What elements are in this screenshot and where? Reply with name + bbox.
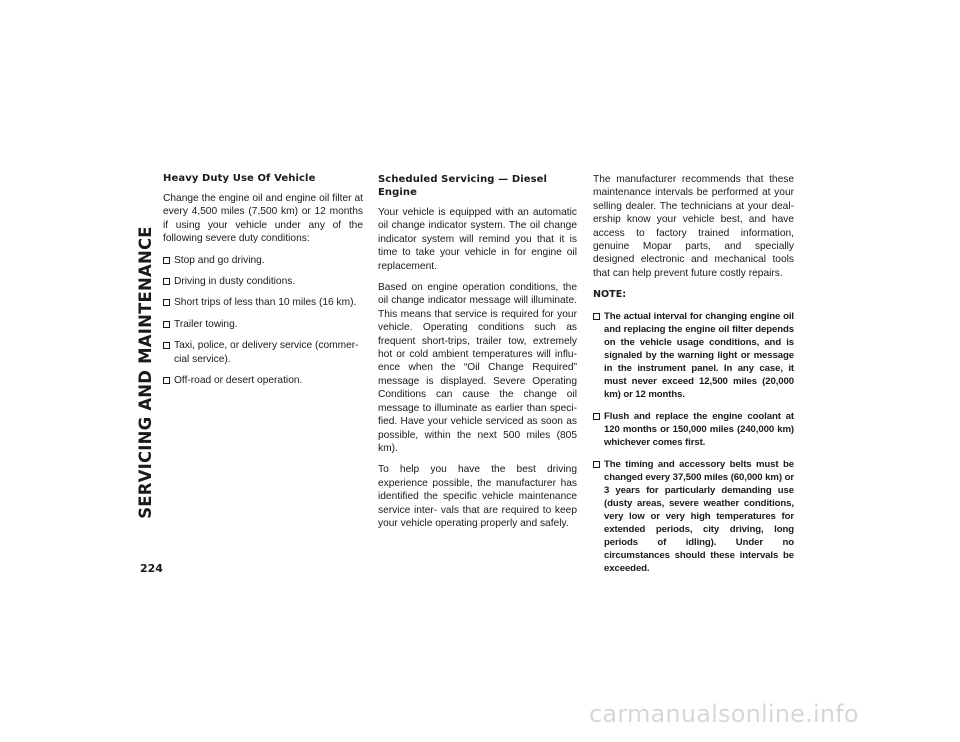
note-list: [593, 310, 794, 575]
checkbox-bullet-icon: [163, 257, 170, 264]
note-item: [593, 310, 794, 401]
checkbox-bullet-icon: [593, 313, 600, 320]
severe-conditions-list: [163, 254, 363, 388]
recommendation-paragraph: The manufacturer recommends that these maintenance intervals be performed at your selling dealer. The technicians at your deal- ership know your vehicle best, and have access to factory trained information, genuine Mopar parts, and specially designed electronic and mechanical tools that can help prevent future costly repairs.: [593, 174, 794, 279]
heavy-duty-intro: Change the engine oil and engine oil filter at every 4,500 miles (7,500 km) or 12 months if using your vehicle under any of the following severe duty conditions:: [163, 193, 363, 245]
column-diesel-servicing: [378, 173, 577, 538]
checkbox-bullet-icon: [163, 299, 170, 306]
checkbox-bullet-icon: [593, 461, 600, 468]
paragraph: Your vehicle is equipped with an automatic oil change indicator system. The oil change indicator system will remind you that it is time to take your vehicle in for engine oil replacement.: [378, 207, 577, 272]
note-item: [593, 458, 794, 575]
note-text: The actual interval for changing engine oil and replacing the engine oil filter depends on the vehicle usage conditions, and is signaled by the warning light or message in the instrument panel. In any case, it must never exceed 12,500 miles (20,000 km) or 12 months.: [604, 310, 794, 400]
note-text: Flush and replace the engine coolant at 120 months or 150,000 miles (240,000 km) whichever comes first.: [604, 410, 794, 448]
heading-heavy-duty: Heavy Duty Use Of Vehicle: [163, 173, 316, 184]
checkbox-bullet-icon: [593, 413, 600, 420]
checkbox-bullet-icon: [163, 342, 170, 349]
list-item: [163, 254, 363, 267]
checkbox-bullet-icon: [163, 321, 170, 328]
paragraph: Based on engine operation conditions, the oil change indicator message will illuminate. This means that service is required for your vehicle. Operating conditions such as frequent short-trips, trailer tow, extremely hot or cold ambient temperatures will influ- ence when the “Oil Change Required” message is displayed. Severe Operating Conditions can cause the change oil message to illuminate as earlier than speci- fied. Have your vehicle serviced as soon as possible, within the next 500 miles (805 km).: [378, 282, 577, 454]
list-item: [163, 296, 363, 309]
list-item: [163, 275, 363, 288]
column-heavy-duty: [163, 172, 363, 395]
column-recommendations: [593, 173, 794, 584]
section-title: SERVICING AND MAINTENANCE: [135, 225, 155, 519]
list-item-text: Stop and go driving.: [174, 254, 265, 266]
heading-diesel-servicing: Scheduled Servicing — Diesel Engine: [378, 174, 548, 198]
list-item-text: Short trips of less than 10 miles (16 km).: [174, 297, 357, 309]
checkbox-bullet-icon: [163, 278, 170, 285]
list-item-text: Off-road or desert operation.: [174, 375, 303, 387]
note-item: [593, 410, 794, 449]
section-side-tab: [130, 172, 160, 572]
watermark: carmanualsonline.info: [589, 700, 859, 728]
checkbox-bullet-icon: [163, 377, 170, 384]
list-item-text: Driving in dusty conditions.: [174, 276, 296, 288]
page-number: 224: [140, 562, 163, 575]
list-item: [163, 374, 363, 387]
list-item-text: Taxi, police, or delivery service (commer- cial service).: [174, 340, 359, 365]
note-label: NOTE:: [593, 289, 627, 301]
list-item: [163, 339, 363, 366]
paragraph: To help you have the best driving experience possible, the manufacturer has identified the specific vehicle maintenance service inter- vals that are required to keep your vehicle operating properly and safely.: [378, 464, 577, 529]
note-text: The timing and accessory belts must be changed every 37,500 miles (60,000 km) or 3 years for particularly demanding use (dusty areas, severe weather conditions, very low or very high temperatures for extended periods, city driving, long periods of idling). Under no circumstances should these intervals be exceeded.: [604, 458, 794, 574]
list-item: [163, 318, 363, 331]
list-item-text: Trailer towing.: [174, 318, 238, 330]
